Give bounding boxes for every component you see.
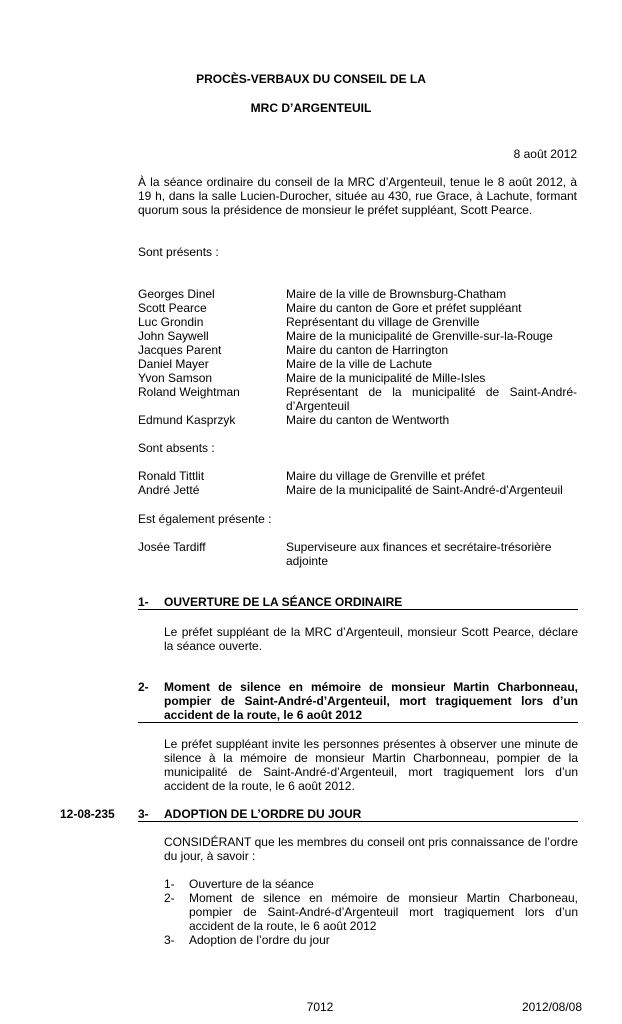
- also-present-name: Josée Tardiff: [138, 540, 206, 554]
- agenda-item-text: Ouverture de la séance: [189, 877, 314, 891]
- present-name: Edmund Kasprzyk: [138, 413, 236, 427]
- absent-label: Sont absents :: [138, 441, 215, 455]
- section-1-heading: [138, 595, 578, 610]
- also-present-label: Est également présente :: [138, 512, 272, 526]
- section-3-heading: [138, 807, 578, 822]
- section-2-body: Le préfet suppléant invite les personnes présentes à observer une minute de silence à la mémoire de monsieur Martin Charbonneau, pompier de la municipalité de Saint-André-d’Argenteuil, mort tragiquement lors d’un accident de la route, le 6 août 2012.: [164, 737, 578, 793]
- present-name: Scott Pearce: [138, 301, 207, 315]
- section-2-heading: [138, 680, 578, 723]
- footer-date: 2012/08/08: [521, 1000, 582, 1014]
- present-name: Yvon Samson: [138, 371, 213, 385]
- section-title: OUVERTURE DE LA SÉANCE ORDINAIRE: [164, 595, 403, 609]
- page-title: PROCÈS-VERBAUX DU CONSEIL DE LA: [196, 72, 426, 86]
- agenda-item-text: Adoption de l’ordre du jour: [189, 933, 330, 947]
- intro-paragraph: À la séance ordinaire du conseil de la MRC d’Argenteuil, tenue le 8 août 2012, à 19 h, dans la salle Lucien-Durocher, située au 430, rue Grace, à Lachute, formant quorum sous la présidence de monsieur le préfet suppléant, Scott Pearce.: [138, 175, 577, 217]
- present-role: Maire de la municipalité de Mille-Isles: [286, 371, 486, 385]
- resolution-number: 12-08-235: [60, 807, 115, 821]
- present-name: John Saywell: [138, 329, 209, 343]
- present-name: Roland Weightman: [138, 385, 240, 399]
- agenda-item-text: Moment de silence en mémoire de monsieur Martin Charboneau, pompier de Saint-André-d’Argenteuil mort tragiquement lors d’un accident de la route, le 6 août 2012: [189, 891, 578, 933]
- absent-role: Maire de la municipalité de Saint-André-d’Argenteuil: [286, 483, 563, 497]
- section-number: 3-: [138, 807, 149, 821]
- present-role: Représentant du village de Grenville: [286, 315, 480, 329]
- agenda-item-number: 1-: [164, 877, 175, 891]
- present-name: Georges Dinel: [138, 287, 215, 301]
- also-present-role: Superviseure aux finances et secrétaire-trésorière adjointe: [286, 540, 552, 568]
- present-role: Représentant de la municipalité de Saint-André-d’Argenteuil: [286, 385, 577, 413]
- page-subtitle: MRC D’ARGENTEUIL: [250, 101, 372, 115]
- present-role: Maire de la municipalité de Grenville-sur-la-Rouge: [286, 329, 553, 343]
- present-label: Sont présents :: [138, 245, 219, 259]
- present-role: Maire du canton de Harrington: [286, 343, 449, 357]
- present-name: Jacques Parent: [138, 343, 222, 357]
- absent-name: Ronald Tittlit: [138, 469, 205, 483]
- present-name: Daniel Mayer: [138, 357, 209, 371]
- agenda-item-number: 3-: [164, 933, 175, 947]
- present-role: Maire de la ville de Lachute: [286, 357, 433, 371]
- page-number: 7012: [306, 1000, 334, 1014]
- section-1-body: Le préfet suppléant de la MRC d’Argenteuil, monsieur Scott Pearce, déclare la séance ouverte.: [164, 625, 578, 653]
- present-role: Maire du canton de Wentworth: [286, 413, 450, 427]
- present-name: Luc Grondin: [138, 315, 204, 329]
- section-title: Moment de silence en mémoire de monsieur Martin Charbonneau, pompier de Saint-André-d’Argenteuil, mort tragiquement lors d’un accident de la route, le 6 août 2012: [164, 680, 578, 722]
- agenda-item-number: 2-: [164, 891, 175, 905]
- section-number: 2-: [138, 680, 149, 694]
- absent-role: Maire du village de Grenville et préfet: [286, 469, 485, 483]
- absent-name: André Jetté: [138, 483, 200, 497]
- present-role: Maire du canton de Gore et préfet suppléant: [286, 301, 522, 315]
- section-title: ADOPTION DE L’ORDRE DU JOUR: [164, 807, 362, 821]
- meeting-date: 8 août 2012: [513, 147, 577, 161]
- section-number: 1-: [138, 595, 149, 609]
- section-3-body: CONSIDÉRANT que les membres du conseil ont pris connaissance de l’ordre du jour, à savoir :: [164, 835, 578, 863]
- present-role: Maire de la ville de Brownsburg-Chatham: [286, 287, 507, 301]
